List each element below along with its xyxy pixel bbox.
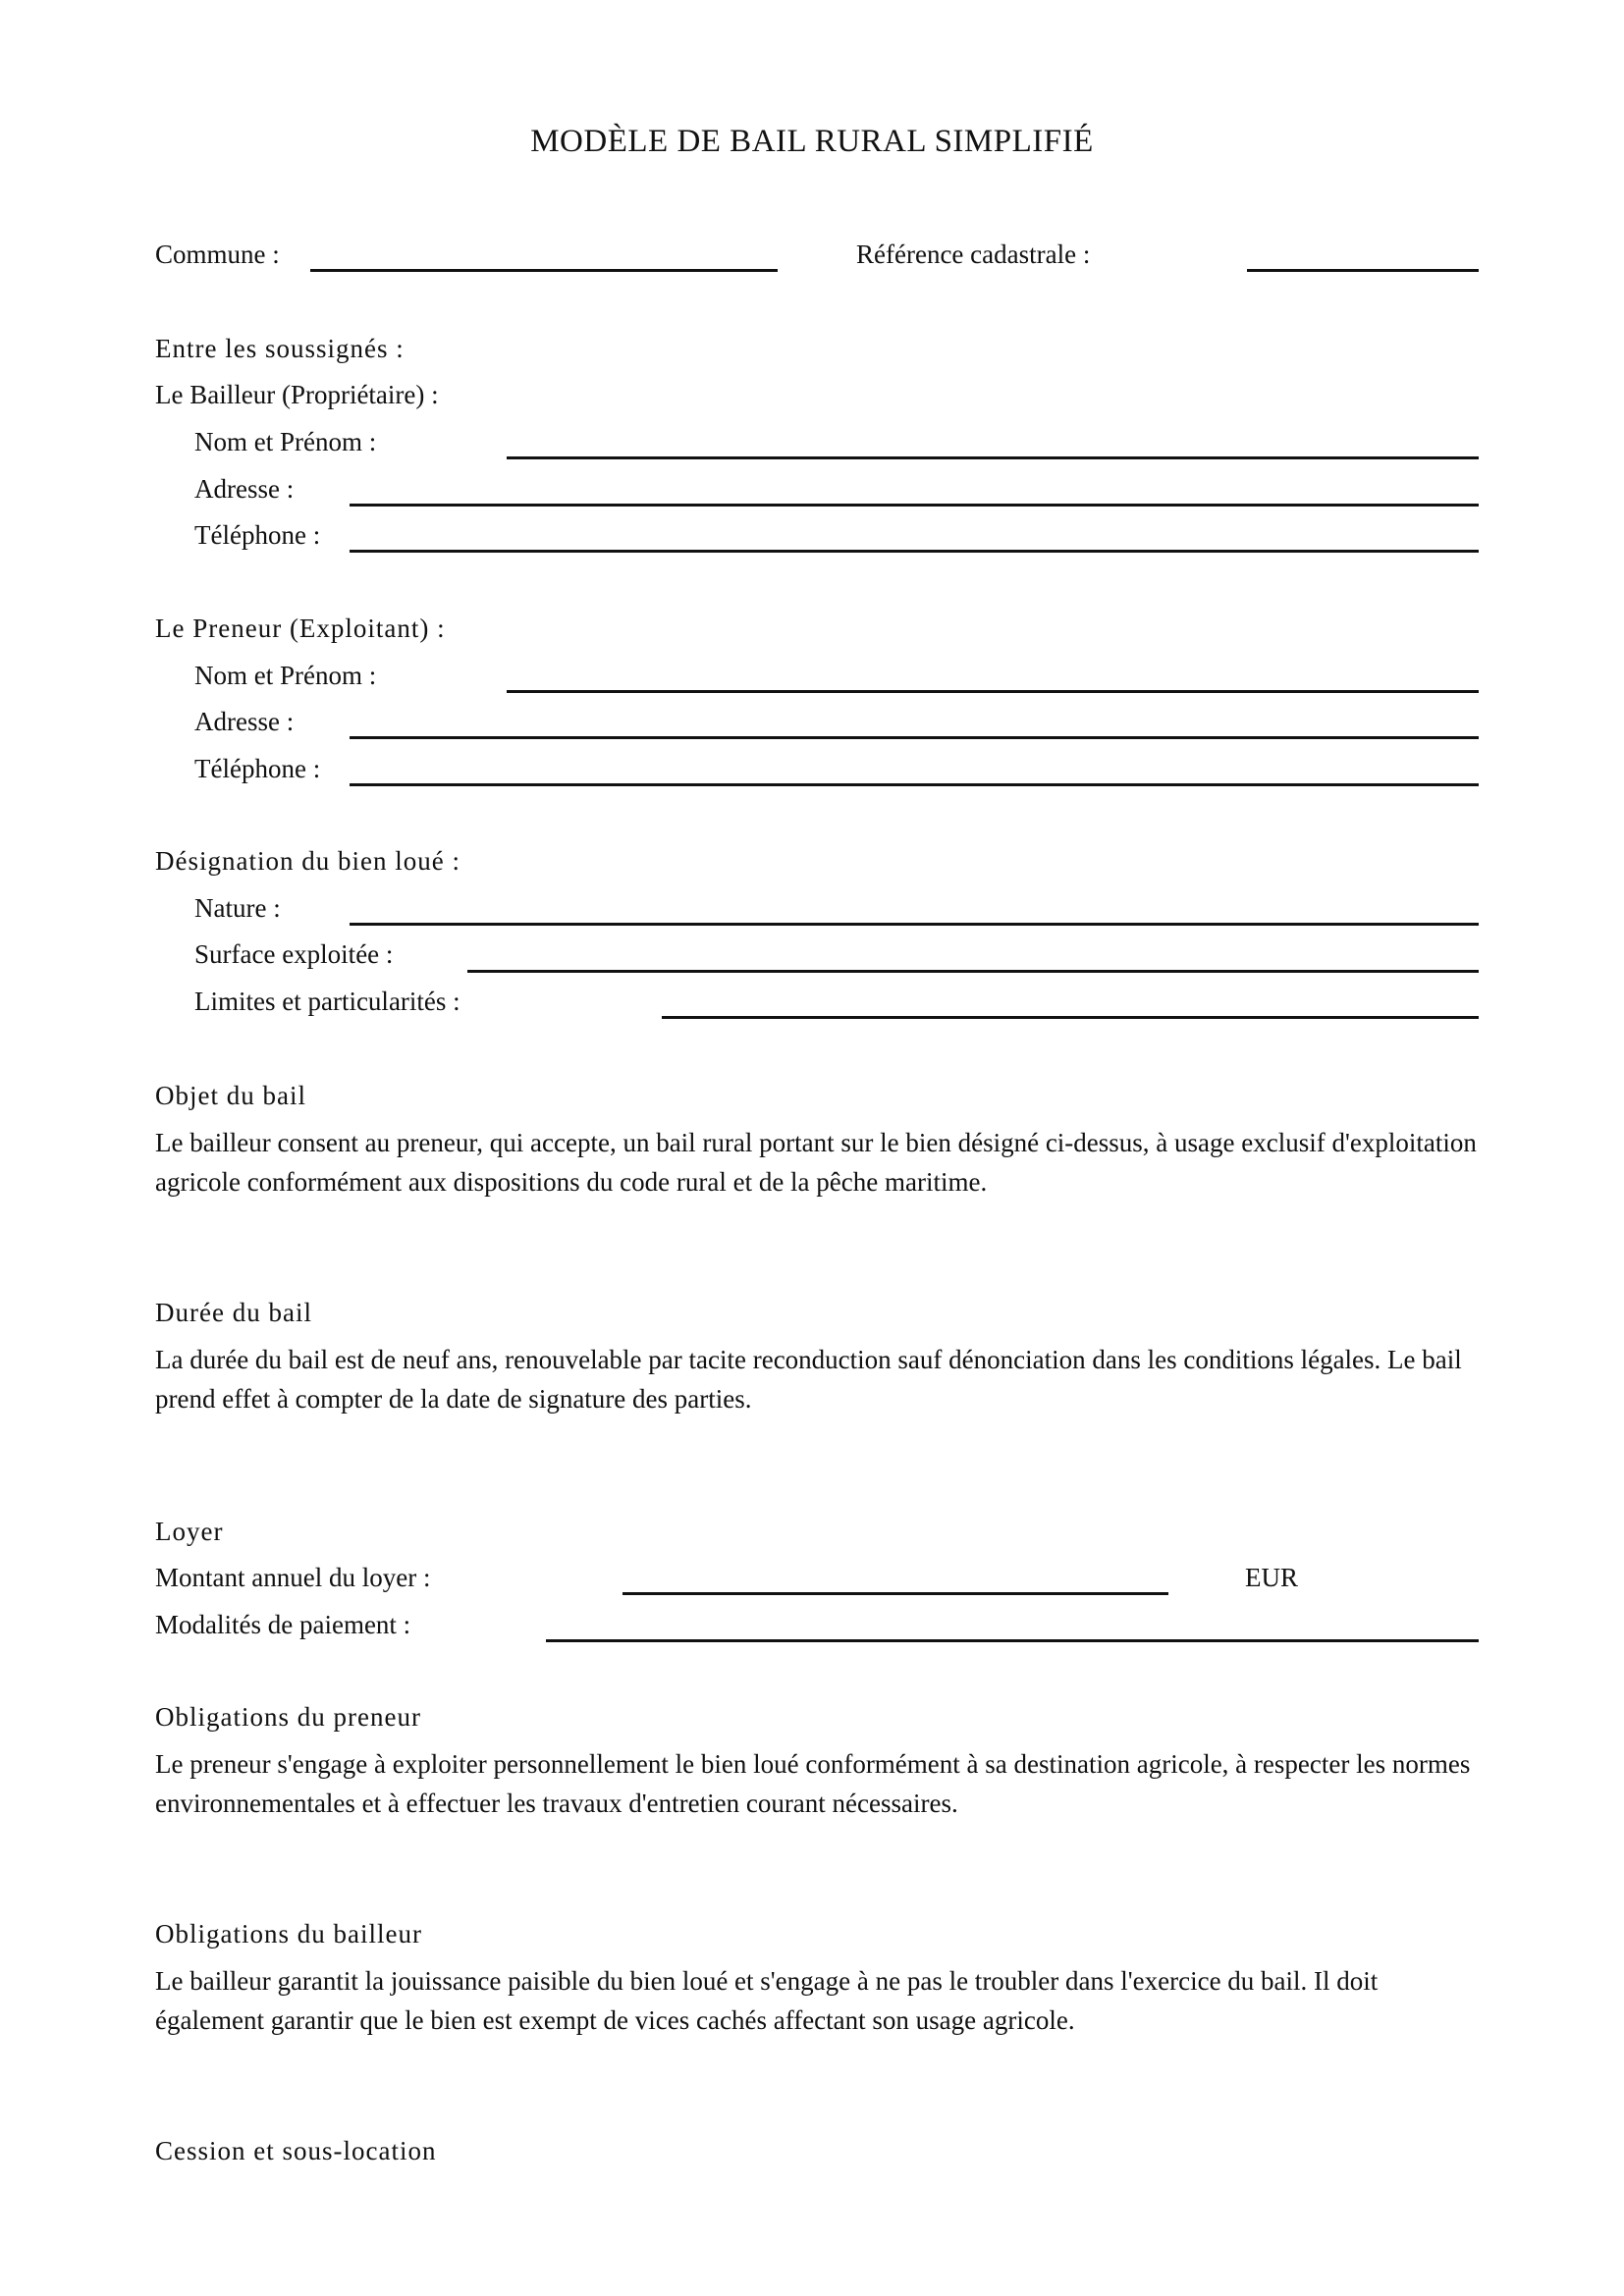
bailleur-phone-field[interactable] — [350, 550, 1479, 553]
bailleur-heading: Le Bailleur (Propriétaire) : — [155, 380, 439, 409]
obligations-bailleur-text: Le bailleur garantit la jouissance paisible du bien loué et s'engage à ne pas le troubler dans l'exercice du bail. Il doit également garantir que le bien est exempt de vices cachés affectant son usage agricole. — [155, 1966, 1379, 2035]
preneur-phone-field[interactable] — [350, 783, 1479, 786]
parties-intro: Entre les soussignés : — [155, 334, 405, 363]
cession-heading: Cession et sous-location — [155, 2136, 437, 2165]
bailleur-name-label: Nom et Prénom : — [194, 427, 377, 456]
limites-label: Limites et particularités : — [194, 987, 460, 1016]
preneur-name-label: Nom et Prénom : — [194, 661, 377, 690]
commune-field[interactable] — [310, 269, 778, 272]
duree-text: La durée du bail est de neuf ans, renouvelable par tacite reconduction sauf dénonciation dans les conditions légales. Le bail prend effet à compter de la date de signature des parties. — [155, 1345, 1462, 1414]
currency-label: EUR — [1245, 1563, 1298, 1592]
surface-label: Surface exploitée : — [194, 939, 394, 969]
bailleur-name-field[interactable] — [507, 456, 1479, 459]
preneur-name-field[interactable] — [507, 690, 1479, 693]
duree-heading: Durée du bail — [155, 1298, 312, 1327]
bailleur-phone-label: Téléphone : — [194, 520, 321, 550]
preneur-phone-label: Téléphone : — [194, 754, 321, 783]
cadastre-field[interactable] — [1247, 269, 1479, 272]
objet-heading: Objet du bail — [155, 1081, 306, 1110]
nature-field[interactable] — [350, 923, 1479, 926]
objet-text: Le bailleur consent au preneur, qui accepte, un bail rural portant sur le bien désigné ci-dessus, à usage exclusif d'exploitation agricole conformément aux dispositions du code rural et de la pêche maritime. — [155, 1128, 1477, 1197]
preneur-heading: Le Preneur (Exploitant) : — [155, 614, 446, 643]
obligations-preneur-heading: Obligations du preneur — [155, 1702, 421, 1732]
cadastre-label: Référence cadastrale : — [856, 240, 1091, 269]
preneur-address-label: Adresse : — [194, 707, 295, 736]
commune-label: Commune : — [155, 240, 280, 269]
surface-field[interactable] — [467, 970, 1479, 973]
montant-field[interactable] — [623, 1592, 1168, 1595]
document-title: MODÈLE DE BAIL RURAL SIMPLIFIÉ — [530, 124, 1094, 159]
bailleur-address-field[interactable] — [350, 504, 1479, 507]
modalites-label: Modalités de paiement : — [155, 1610, 411, 1639]
montant-label: Montant annuel du loyer : — [155, 1563, 431, 1592]
bailleur-address-label: Adresse : — [194, 474, 295, 504]
loyer-heading: Loyer — [155, 1517, 224, 1546]
bien-heading: Désignation du bien loué : — [155, 846, 460, 876]
preneur-address-field[interactable] — [350, 736, 1479, 739]
nature-label: Nature : — [194, 893, 281, 923]
modalites-field[interactable] — [546, 1639, 1479, 1642]
obligations-preneur-text: Le preneur s'engage à exploiter personnellement le bien loué conformément à sa destination agricole, à respecter les normes environnementales et à effectuer les travaux d'entretien courant nécessaires. — [155, 1749, 1471, 1818]
limites-field[interactable] — [662, 1016, 1479, 1019]
obligations-bailleur-heading: Obligations du bailleur — [155, 1919, 422, 1949]
